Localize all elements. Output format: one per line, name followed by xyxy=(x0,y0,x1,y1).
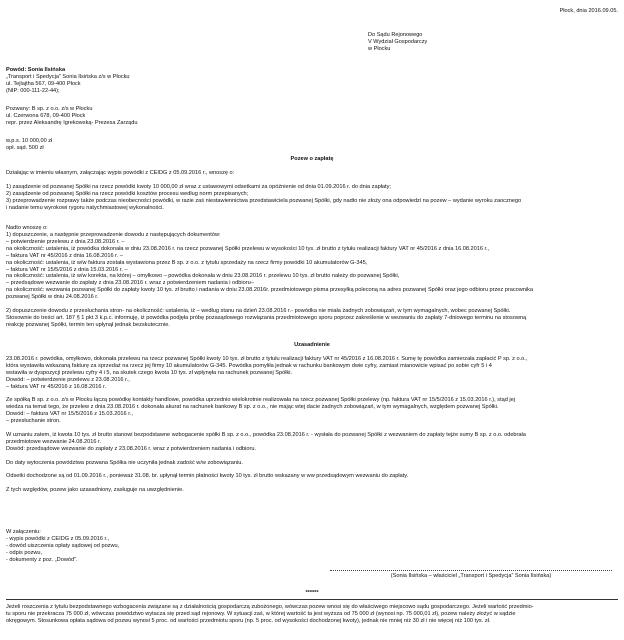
evidence-line: na okoliczność: ustalenia, iż powódka dokonała w dniu 23.08.2016 r. na rzecz pozwanej Spółki przelewu w wysokości 10 tys. zł brutto z tytułu realizacji faktury VAT nr 45/2016 z dnia 16.08.2016 r., xyxy=(6,245,490,252)
court-line: Do Sądu Rejonowego xyxy=(368,32,423,38)
justification-line xyxy=(6,391,618,398)
justification-line: która wystawiła wskazaną fakturę za sprzedaż na rzecz jej firmy 10 akumulatorów G-345. Powódka pomyliła jednak w rachunku bankowym dwie cyfry, zamiast mianowicie wpisać po sobie cyfr 5 i 4 xyxy=(6,362,492,369)
defendant-block xyxy=(6,106,138,127)
justification-title: Uzasadnienie xyxy=(294,342,330,348)
plaintiff-line: Powód: Sonia Ilsińska xyxy=(6,67,66,73)
document-title: Pozew o zapłatę xyxy=(290,156,334,162)
plaintiff-line: „Transport i Spedycja” Sonia Ilsińska z/s w Płocku xyxy=(6,73,130,80)
attachment-item: - dowód uiszczenia opłaty sądowej od pozwu, xyxy=(6,542,120,549)
signature-line xyxy=(330,570,612,571)
evidence-line: na okoliczność: ustalenia, iż w/w korekta, na której – omyłkowo – powódka dokonała w dniu 23.08.2016 r. przelewu 10 tys. zł brutto należy do pozwanej Spółki, xyxy=(6,273,400,280)
justification-line: Dowód: przedsądowe wezwanie do zapłaty z 23.08.2016 r. wraz z potwierdzeniem nadania i odbioru. xyxy=(6,445,257,452)
footnote xyxy=(6,604,618,625)
justification-line xyxy=(6,453,618,460)
intro-text: Działając w imieniu własnym, załączając wypis powódki z CEIDG z 05.09.2016 r., wnoszę o: xyxy=(6,170,235,176)
claim-value: w.p.s. 10 000,00 zł xyxy=(6,138,53,144)
footnote-line: tu sporu nie przekracza 75 000 zł, wówczas powództwo wytacza się przed sąd rejonowy. W sytuacji zaś, w której wartość ta jest wyższa od 75 000 zł (wynosi np. 75 000,01 zł), pozew należy złożyć w sądzie xyxy=(6,610,516,617)
court-line: w Płocku xyxy=(368,45,391,52)
request-item: 1) zasądzenie od pozwanej Spółki na rzecz powódki kwoty 10 000,00 zł wraz z ustawowymi odsetkami za opóźnienie od dnia 01.09.2016 r. do dnia zapłaty; xyxy=(6,184,391,190)
court-address xyxy=(368,32,427,53)
justification-text xyxy=(6,356,618,494)
justification-line: Z tych względów, pozew jako uzasadniony, zasługuje na uwzględnienie. xyxy=(6,487,184,494)
justification-line: wstawiła w dyspozycji przelewu cyfry 4 i 5, na skutek czego kwota 10 tys. zł wpłynęła na rachunek pozwanej Spółki. xyxy=(6,369,293,376)
justification-line: W uznaniu zatem, iż kwota 10 tys. zł brutto stanowi bezpodstawne wzbogacenie spółki B sp. z o.o., powódka 23.08.2016 r. - wysłała do pozwanej Spółki z wezwaniem do zapłaty tejże sumy B sp. z o.o. odebrała xyxy=(6,431,526,438)
place-date: Płock, dnia 2016.09.05. xyxy=(559,8,618,14)
evidence-line: – faktura VAT nr 45/2016 z dnia 16.08.2016 r. – xyxy=(6,252,123,259)
evidence-line: Stosownie do treści art. 187 § 1 pkt 3 k.p.c. informuję, iż powódka podjęła próbę pozasądowego rozwiązania przedmiotowego sporu poprzez zakreślenie w wezwaniu do zapłaty 7-dniowego terminu na stosowną xyxy=(6,314,527,321)
signature-caption: (Sonia Ilsińska – właściciel „Transport i Spedycja” Sonia Ilsińska) xyxy=(390,573,552,579)
plaintiff-line: ul. Tejlajtha 567, 09-400 Płock xyxy=(6,80,81,87)
justification-line: – faktura VAT nr 45/2016 z 16.08.2016 r. xyxy=(6,383,107,390)
justification-line: przedmiotowe wezwanie 24.08.2016 r. xyxy=(6,438,102,445)
attachment-item: - dokumenty z poz. „Dowód”. xyxy=(6,556,78,563)
request-item: 3) przeprowadzenie rozprawy także podczas nieobecności powódki, w razie zaś niestawiennictwa przedstawiciela pozwanej Spółki, gdy nadto nie złoży ona odpowiedzi na pozew – wydanie wyroku zaocznego xyxy=(6,197,522,204)
justification-line: – przesłuchanie stron. xyxy=(6,418,61,425)
footnote-line: Jeżeli roszczenia z tytułu bezpodstawnego wzbogacenia związane są z działalnością gospodarczą zubożonego, wówczas pozew wnosi się do właściwego miejscowo sądu gospodarczego. Jeżeli wartość przedmio- xyxy=(6,604,534,610)
evidence-line xyxy=(6,301,618,308)
justification-line: Odsetki dochodzone są od 01.09.2016 r., ponieważ 31.08. br. upłynął termin płatności kwoty 10 tys. zł brutto wskazany w ww przedsądowym wezwaniu do zapłaty. xyxy=(6,473,409,480)
justification-line xyxy=(6,425,618,432)
court-line: V Wydział Gospodarczy xyxy=(368,38,428,45)
court-fee: opł. sąd. 500 zł xyxy=(6,144,44,151)
justification-line: Ze spółką B sp. z o.o. z/s w Płocku łączą powódkę kontakty handlowe, powódka uprzednio wielokrotnie realizowała na rzecz pozwanej Spółki przelewy (np. faktura VAT nr 15/5/2016 z 15.03.2016 r.), stąd jej xyxy=(6,397,515,404)
evidence-list xyxy=(6,232,618,329)
defendant-line: Pozwany: B sp. z o.o. z/s w Płocku xyxy=(6,106,93,112)
claim-block xyxy=(6,138,52,152)
footnote-divider xyxy=(6,599,618,600)
evidence-line: reakcję pozwanej Spółki, termin ten upłynął jednak bezskutecznie. xyxy=(6,321,170,328)
defendant-line: ul. Czerwona 678, 09-400 Płock xyxy=(6,112,86,119)
justification-line xyxy=(6,480,618,487)
attachments-block xyxy=(6,529,119,564)
attachments-label: W załączeniu: xyxy=(6,529,41,535)
justification-line: 23.08.2016 r. powódka, omyłkowo, dokonała przelewu na rzecz pozwanej Spółki kwoty 10 tys. zł brutto z tytułu realizacji faktury VAT nr 45/2016 z 16.08.2016 r. Sumę tę powódka zamierzała zapłacić P sp. z o.o., xyxy=(6,356,528,362)
evidence-line: – przedsądowe wezwanie do zapłaty z dnia 23.08.2016 r. wraz z potwierdzeniem nadania i odbioru– xyxy=(6,280,254,287)
plaintiff-line: (NIP: 000-111-22-44); xyxy=(6,87,60,94)
plaintiff-block xyxy=(6,67,130,95)
justification-line: Dowód: – faktura VAT nr 15/5/2016 z 15.03.2016 r., xyxy=(6,411,133,418)
evidence-line: 2) dopuszczenie dowodu z przesłuchania stron- na okoliczność: ustalenia, iż – według stanu na dzień 23.08.2016 r.- powódka nie miała żadnych zobowiązań, w tym wymagalnych, wobec pozwanej Spółki. xyxy=(6,307,511,314)
request-item: i nadanie temu wyrokowi rygoru natychmiastowej wykonalności. xyxy=(6,204,164,211)
evidence-line: na okoliczność: wezwania pozwanej Spółki do zapłaty kwoty 10 tys. zł brutto i nadania w dniu 23.08.2016r. przedmiotowego pisma przesyłką poleconą na adres pozwanej Spółki oraz jego odbioru przez pracownika xyxy=(6,287,534,294)
defendant-line: repr. przez Aleksandrę Igrekowską- Prezesa Zarządu xyxy=(6,119,138,126)
evidence-line: 1) dopuszczenie, a następnie przeprowadzenie dowodu z następujących dokumentów: xyxy=(6,232,221,238)
evidence-line: na okoliczność: ustalenia, iż w/w faktura została wystawiona przez B sp. z o.o. z tytułu sprzedaży na rzecz firmy powódki 10 akumulatorów G-345, xyxy=(6,259,368,266)
footnote-line: okręgowym. Stosunkowa opłata sądowa od pozwu wynosi 5 proc. od wartości przedmiotu sporu (np. 5 proc. od wysokości dochodzonej kwoty), jednak nie mniej niż 30 zł i nie więcej niż 100 tys. zł. xyxy=(6,617,491,624)
separator: ****** xyxy=(305,590,319,596)
request-item: 2) zasądzenie od pozwanej Spółki na rzecz powódki kosztów procesu według norm przepisanych; xyxy=(6,190,249,197)
requests-list xyxy=(6,184,618,212)
evidence-line: pozwanej Spółki w dniu 24.08.2016 r. xyxy=(6,294,99,301)
justification-line: Dowód: – potwierdzenie przelewu z 23.08.2016 r., xyxy=(6,376,130,383)
evidence-line: – potwierdzenie przelewu z dnia 23.08.2016 r. – xyxy=(6,238,125,245)
justification-line: Do daty wytoczenia powództwa pozwana Spółka nie uczyniła jednak zadość w/w zobowiązaniu. xyxy=(6,459,243,466)
evidence-line: – faktura VAT nr 15/5/2016 z dnia 15.03.2016 r. – xyxy=(6,266,128,273)
justification-line xyxy=(6,467,618,474)
justification-line: wiedza na temat tego, że przelew z dnia 23.08.2016 r. dokonała akurat na rachunek bankowy B sp. z o.o., nie mając wtej dacie żadnych zobowiązań, w tym wymagalnych, względem pozwanej Spółki. xyxy=(6,404,499,411)
attachment-item: - odpis pozwu, xyxy=(6,549,43,556)
attachment-item: - wypis powódki z CEIDG z 05.09.2016 r., xyxy=(6,535,110,542)
also-label: Nadto wnoszę o: xyxy=(6,225,48,231)
